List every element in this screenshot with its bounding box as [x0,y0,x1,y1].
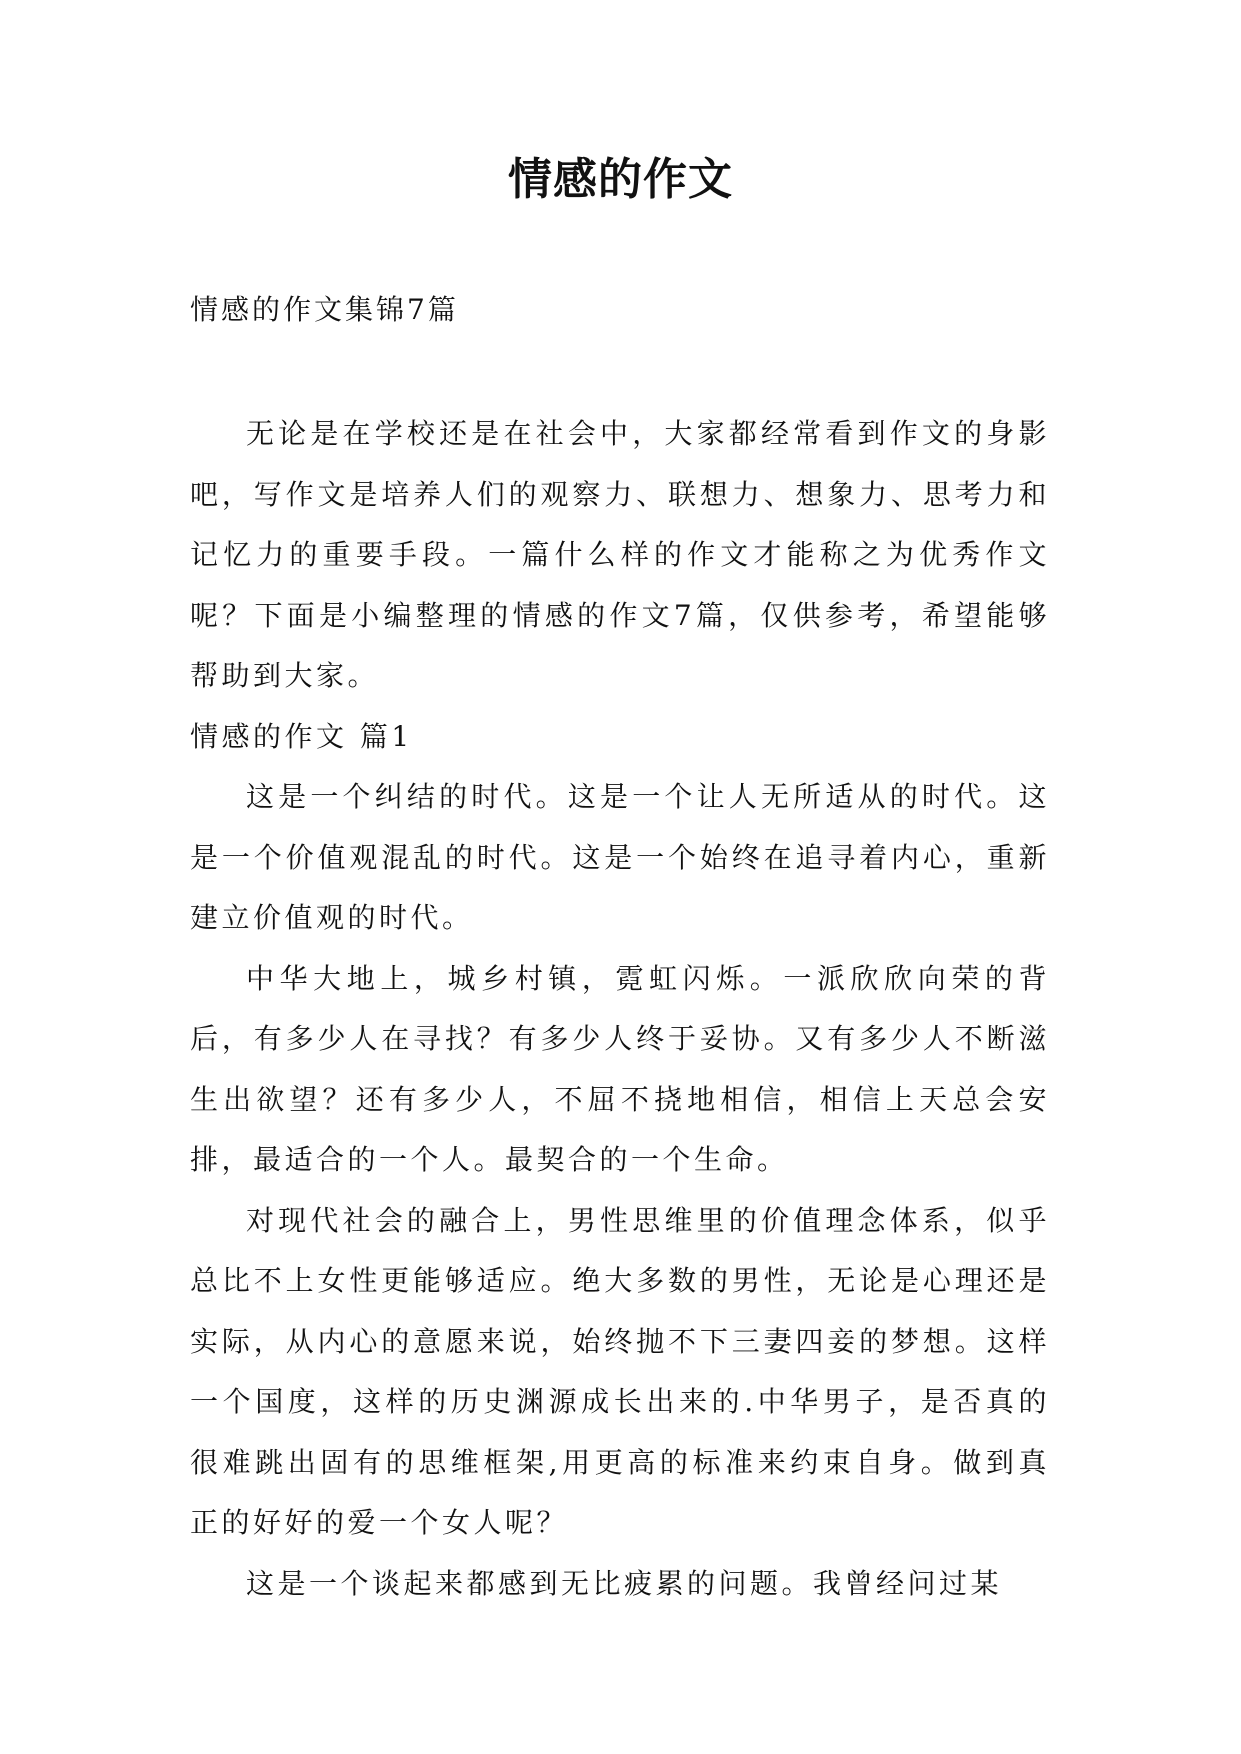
paragraph-intro: 无论是在学校还是在社会中，大家都经常看到作文的身影吧，写作文是培养人们的观察力、联想力、想象力、思考力和记忆力的重要手段。一篇什么样的作文才能称之为优秀作文呢？下面是小编整理的情感的作文7篇，仅供参考，希望能够帮助到大家。 [190,417,1050,692]
paragraph: 对现代社会的融合上，男性思维里的价值理念体系，似乎总比不上女性更能够适应。绝大多数的男性，无论是心理还是实际，从内心的意愿来说，始终抛不下三妻四妾的梦想。这样一个国度，这样的历史渊源成长出来的.中华男子，是否真的很难跳出固有的思维框架,用更高的标准来约束自身。做到真正的好好的爱一个女人呢？ [190,1203,1050,1539]
paragraph: 这是一个谈起来都感到无比疲累的问题。我曾经问过某 [246,1566,1003,1600]
document-title: 情感的作文 [508,154,733,205]
section-heading: 情感的作文 篇1 [190,719,413,753]
document-subtitle: 情感的作文集锦7篇 [190,293,459,326]
paragraph: 中华大地上，城乡村镇，霓虹闪烁。一派欣欣向荣的背后，有多少人在寻找？有多少人终于妥协。又有多少人不断滋生出欲望？还有多少人，不屈不挠地相信，相信上天总会安排，最适合的一个人。最契合的一个生命。 [190,961,1050,1176]
document-body [190,404,1050,1614]
paragraph: 这是一个纠结的时代。这是一个让人无所适从的时代。这是一个价值观混乱的时代。这是一个始终在追寻着内心，重新建立价值观的时代。 [190,780,1050,934]
